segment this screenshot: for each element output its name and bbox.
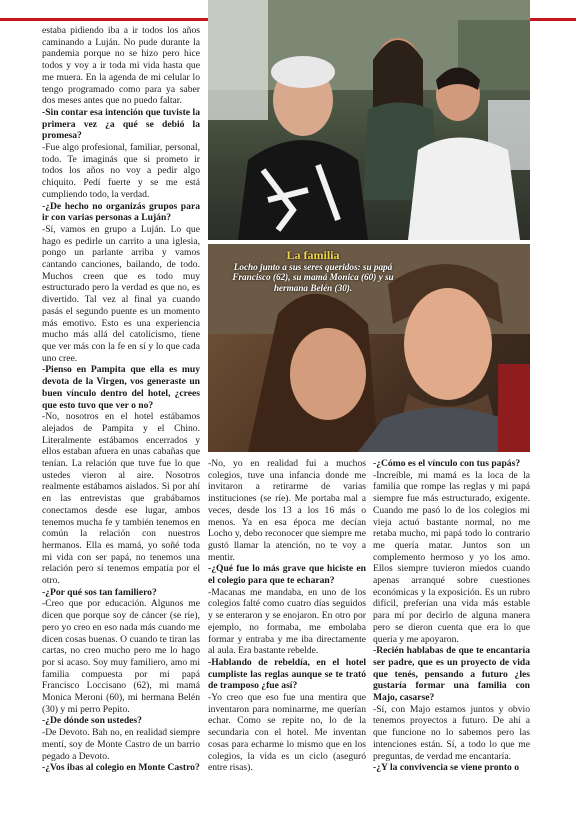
interview-answer: -Sí, con Majo estamos juntos y obvio tenemos proyectos a futuro. De ahí a que funcione no lo sabemos pero las intenciones están. Sí, a todo lo que me preguntas, de verdad me encantaría. bbox=[373, 703, 530, 762]
interview-answer: -De Devoto. Bah no, en realidad siempre mentí, soy de Monte Castro de un barrio pegado a Devoto. bbox=[42, 727, 200, 762]
interview-question: -¿De dónde son ustedes? bbox=[42, 715, 142, 727]
interview-answer: -Increíble, mi mamá es la loca de la familia que rompe las reglas y mi papá siempre fue más estructurado, exigente. Cuando me pasó lo de los colegios mi vieja actuó bastante normal, no me retaba mucho, mi papá todo lo contrario me quería matar. Juntos son un complemento hermoso y yo los amo. Ellos siempre tuvieron miedos cuando apenas arranqué sobre cuestiones económicas y la exposición. Es un rubro difícil, preferían una vida más estable para mí por decirlo de alguna manera pero se dieron cuenta que era lo que quería y me apoyaron. bbox=[373, 469, 530, 645]
caption-title: La familia bbox=[286, 248, 340, 262]
article-column-2 bbox=[208, 458, 366, 774]
interview-question: -¿Por qué sos tan familiero? bbox=[42, 586, 157, 598]
interview-question: -Pienso en Pampita que ella es muy devota de la Virgen, vos generaste un buen vínculo dentro del hotel, ¿crees que esto tuvo que ver o no? bbox=[42, 364, 200, 411]
interview-answer: -Creo que por educación. Algunos me dicen que porque soy de cáncer (se ríe), pero yo creo en eso nada más cuando me dicen cosas buenas. O cuando te tiran las cartas, no creo mucho pero me lo hago por si acaso. Soy muy familiero, amo mi familia compuesta por mi papá Francisco Loccisano (62), mi mamá Monica Meroni (60), mi hermana Belén (30) y mi perro Pepito. bbox=[42, 598, 200, 715]
interview-question: -¿Cómo es el vínculo con tus papás? bbox=[373, 458, 521, 469]
interview-question: -¿Qué fue lo más grave que hiciste en el colegio para que te echaran? bbox=[208, 563, 366, 587]
interview-question: -¿De hecho no organizás grupos para ir con varias personas a Luján? bbox=[42, 200, 200, 224]
interview-question: -Sin contar esa intención que tuviste la primera vez ¿a qué se debió la promesa? bbox=[42, 106, 200, 142]
interview-answer: -Sí, vamos en grupo a Luján. Lo que hago es pedirle un carrito a una iglesia, pongo un parlante arriba y vamos cantando canciones, bailando, de todo. Muchos creen que es todo muy estructurado pero la verdad es que no, es divertido. Tal vez al final ya cuando pasás el segundo puente es un momento más emotivo. Esto es una experiencia mucho más allá del catolicismo, tiene que ver más con la fe en sí y lo que cada uno cree. bbox=[42, 223, 200, 364]
family-photo bbox=[208, 0, 530, 240]
interview-answer: -Yo creo que eso fue una mentira que inventaron para nominarme, me querían echar. Como se repite no, lo de la secundaria con el hotel. Me inventan cosas para echarme lo mismo que en los colegios, la vida es un ciclo (aseguró entre risas). bbox=[208, 692, 366, 774]
interview-question: -¿Vos ibas al colegio en Monte Castro? bbox=[42, 762, 200, 774]
interview-answer: -No, yo en realidad fui a muchos colegios, tuve una infancia donde me invitaron a retirarme de varias instituciones (se ríe). Me portaba mal a veces, desde los 13 a los 16 más o menos. Ya en esa época me decían Locho y, debo reconocer que siempre me gustó llamar la atención, no te voy a mentir. bbox=[208, 458, 366, 563]
interview-answer: -Macanas me mandaba, en uno de los colegios falté como cuatro días seguidos y se enteraron y se enojaron. En otro por ejemplo, no formaba, me embolaba formar y entraba y me iba directamente al aula. Era bastante rebelde. bbox=[208, 586, 366, 657]
article-column-1 bbox=[42, 25, 200, 774]
family-photo-illustration bbox=[208, 0, 530, 240]
interview-answer: -Fue algo profesional, familiar, personal, todo. Te imaginás que si prometo ir todos los años no voy a pedir algo chiquito. Pedí fuerte y se me está cumpliendo todo, la verdad. bbox=[42, 142, 200, 200]
interview-answer: -No, nosotros en el hotel estábamos alejados de Pampita y el Chino. Literalmente estábamos encerrados y ellos estaban afuera en unas cabañas que tenían. La relación que tuve fue lo que ustedes vieron al aire. Nosotros realmente estábamos aislados. Si por ahí en las entrevistas que grabábamos conectamos desde ese lugar, ambos tenemos mucha fe y también tenemos en común la relación con nuestros hermanos. Ella es mamá, yo soñé toda mi vida con ser papá, no tenemos una relación pero sí tenemos empatía por el otro. bbox=[42, 411, 200, 587]
interview-question: -Recién hablabas de que te encantaría ser padre, que es un proyecto de vida que tenés, pensando a futuro ¿les gustaría formar una familia con Majo, casarse? bbox=[373, 645, 530, 704]
article-column-3 bbox=[373, 458, 530, 774]
interview-answer: estaba pidiendo iba a ir todos los años caminando a Luján. No pude durante la pandemia porque no se hizo pero hice todos y voy a ir toda mi vida hasta que me muera. En la agenda de mi celular lo tengo programado como para ya saber dos meses antes que no puedo faltar. bbox=[42, 25, 200, 107]
interview-question: -¿Y la convivencia se viene pronto o bbox=[373, 762, 520, 774]
interview-question: -Hablando de rebeldía, en el hotel cumpliste las reglas aunque se te trató de tramposo ¿fue así? bbox=[208, 656, 366, 692]
caption-text: Locho junto a sus seres queridos: su papá Francisco (62), su mamá Monica (60) y su hermana Belén (30). bbox=[232, 262, 394, 293]
photo-caption bbox=[218, 248, 408, 293]
